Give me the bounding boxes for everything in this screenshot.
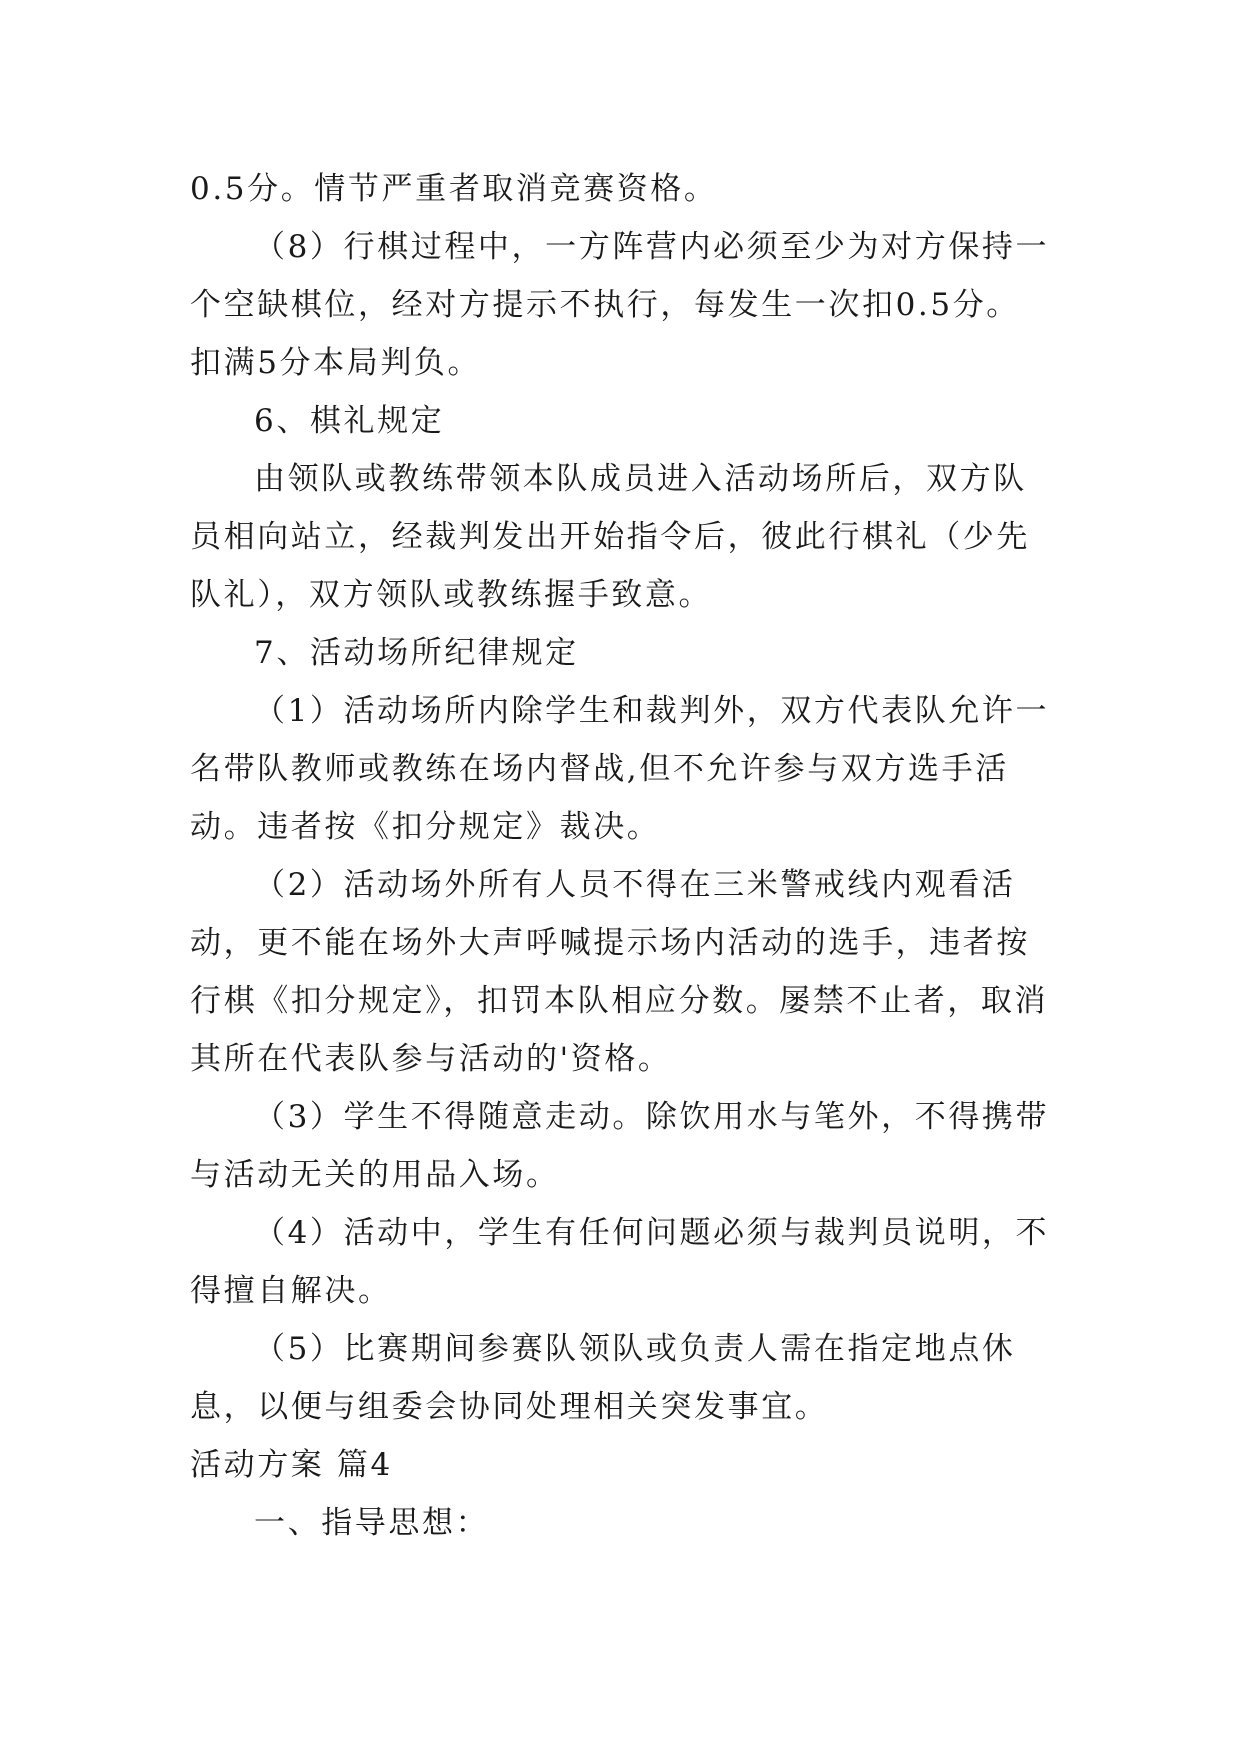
rule-item-5: （5）比赛期间参赛队领队或负责人需在指定地点休息，以便与组委会协同处理相关突发事宜。	[190, 1331, 1016, 1425]
paragraph-continuation: 0.5分。情节严重者取消竞赛资格。	[190, 171, 718, 207]
document-body	[190, 160, 1050, 1552]
article-title: 活动方案 篇4	[190, 1447, 393, 1483]
rule-item-2: （2）活动场外所有人员不得在三米警戒线内观看活动，更不能在场外大声呼喊提示场内活动的选手，违者按行棋《扣分规定》，扣罚本队相应分数。屡禁不止者，取消其所在代表队参与活动的'资格。	[190, 867, 1049, 1077]
section-heading-chess-etiquette: 6、棋礼规定	[254, 403, 445, 439]
rule-item-3: （3）学生不得随意走动。除饮用水与笔外，不得携带与活动无关的用品入场。	[190, 1099, 1050, 1193]
section-heading-guiding-ideology: 一、指导思想：	[254, 1505, 490, 1541]
rule-item-1: （1）活动场所内除学生和裁判外，双方代表队允许一名带队教师或教练在场内督战,但不允许参与双方选手活动。违者按《扣分规定》裁决。	[190, 693, 1050, 845]
section-heading-venue-discipline: 7、活动场所纪律规定	[254, 635, 579, 671]
paragraph-etiquette: 由领队或教练带领本队成员进入活动场所后，双方队员相向站立，经裁判发出开始指令后，彼此行棋礼（少先队礼），双方领队或教练握手致意。	[190, 461, 1030, 613]
rule-item-4: （4）活动中，学生有任何问题必须与裁判员说明，不得擅自解决。	[190, 1215, 1050, 1309]
rule-item-8: （8）行棋过程中，一方阵营内必须至少为对方保持一个空缺棋位，经对方提示不执行，每发生一次扣0.5分。扣满5分本局判负。	[190, 229, 1050, 381]
